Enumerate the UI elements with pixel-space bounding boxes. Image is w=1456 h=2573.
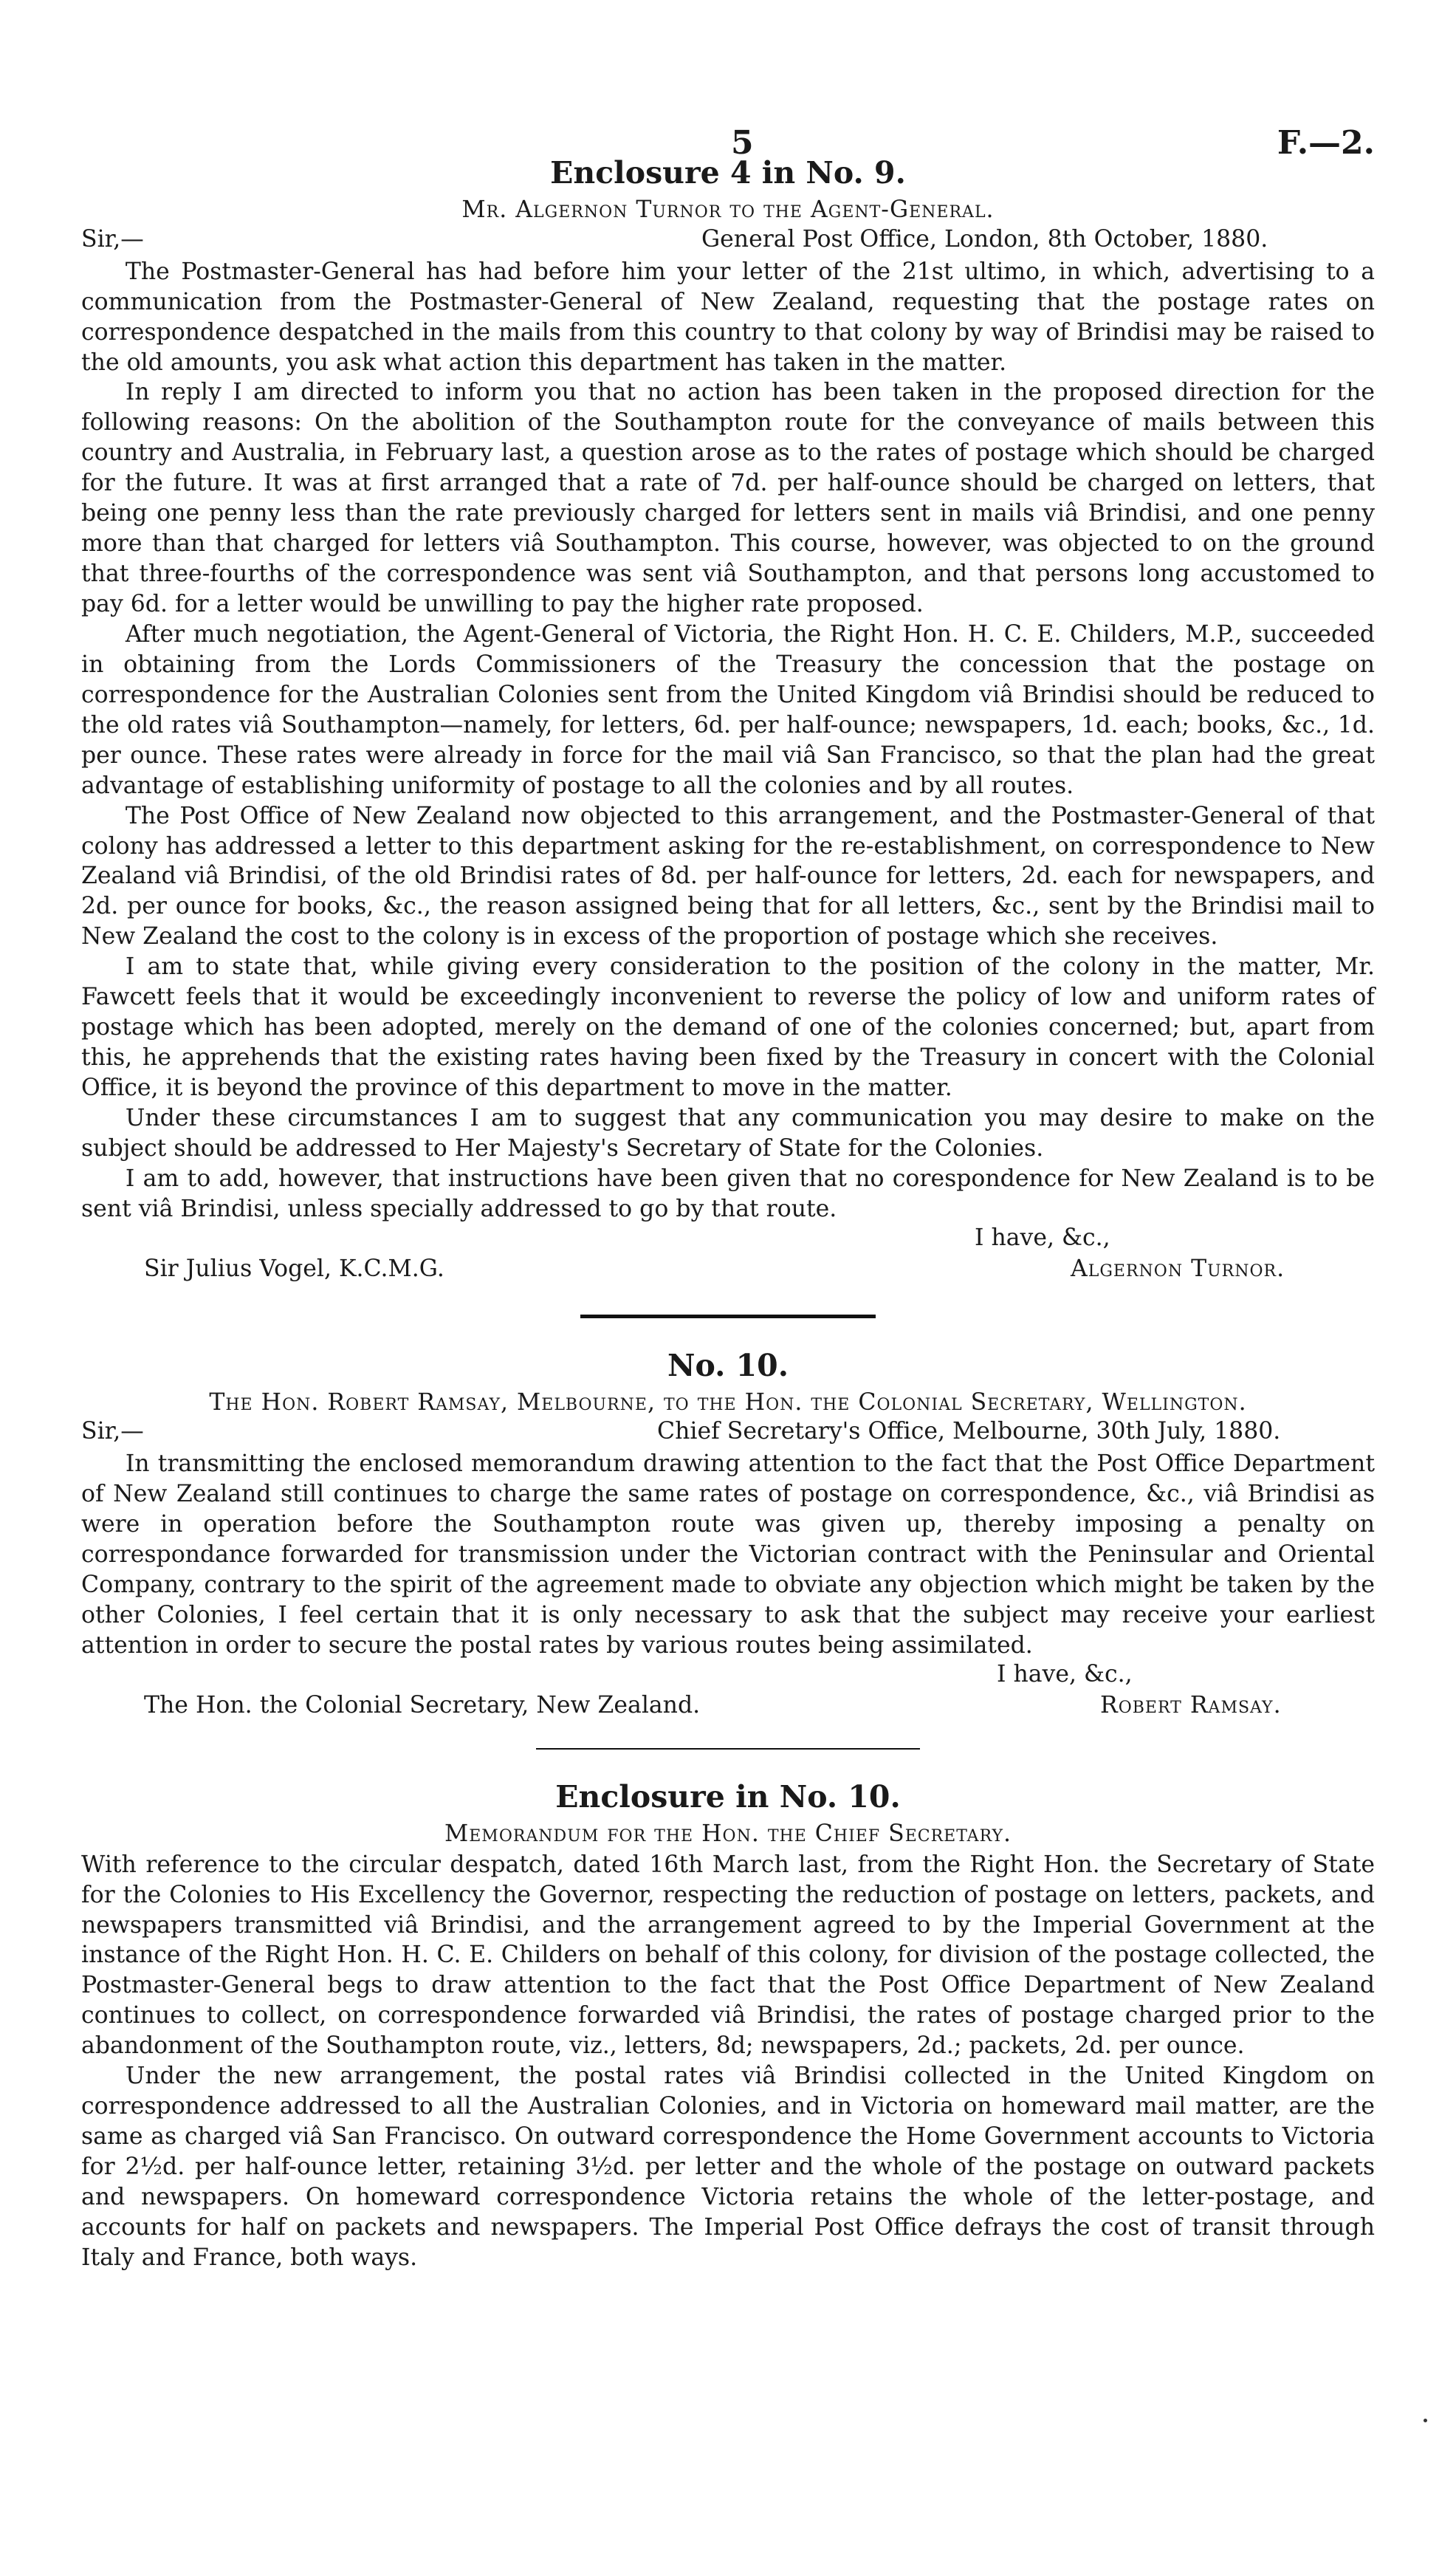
enclosure-4-salutation-row [81, 226, 1375, 257]
closing-row [81, 1661, 1375, 1692]
running-head [81, 0, 1375, 162]
no-10-section [81, 1348, 1375, 1723]
salutation: Sir,— [81, 1418, 144, 1445]
section-divider [580, 1315, 876, 1318]
signature-row [81, 1692, 1375, 1723]
memorandum-title: Memorandum for the Hon. the Chief Secretary. [444, 1820, 1012, 1848]
salutation: Sir,— [81, 225, 144, 253]
no-10-salutation-row [81, 1418, 1375, 1449]
section-divider [536, 1748, 920, 1750]
enclosure-4-from: Mr. Algernon Turnor to the Agent-General. [461, 196, 995, 224]
closing: I have, &c., [997, 1660, 1133, 1688]
margin-dot [1424, 2419, 1427, 2422]
no-10-from: The Hon. Robert Ramsay, Melbourne, to the Hon. the Colonial Secretary, Wellington. [209, 1388, 1247, 1416]
body-paragraph: After much negotiation, the Agent-General of Victoria, the Right Hon. H. C. E. Childers, M.P., succeeded in obtaining from the Lords Commissioners of the Treasury the concession that the postage on correspondence for the Australian Colonies sent from the United Kingdom viâ Brindisi should be reduced to the old rates viâ Southampton—namely, for letters, 6d. per half-ounce; newspapers, 1d. each; books, &c., 1d. per ounce. These rates were already in force for the mail viâ San Francisco, so that the plan had the great advantage of establishing uniformity of postage to all the colonies and by all routes. [81, 620, 1375, 799]
no-10-heading: No. 10. [667, 1347, 789, 1383]
parliamentary-paper-code: F.—2. [1277, 124, 1375, 162]
enclosure-4-section [81, 155, 1375, 1286]
body-paragraph: The Postmaster-General has had before him your letter of the 21st ultimo, in which, advertising to a communication from the Postmaster-General of New Zealand, requesting that the postage rates on correspondence despatched in the mails from this country to that colony by way of Brindisi may be raised to the old amounts, you ask what action this department has taken in the matter. [81, 258, 1375, 376]
sender-address: General Post Office, London, 8th October, 1880. [701, 225, 1268, 253]
signature: Robert Ramsay. [1100, 1691, 1282, 1719]
body-paragraph: Under these circumstances I am to suggest that any communication you may desire to make on the subject should be addressed to Her Majesty's Secretary of State for the Colonies. [81, 1104, 1375, 1162]
body-paragraph: With reference to the circular despatch, dated 16th March last, from the Right Hon. the Secretary of State for the Colonies to His Excellency the Governor, respecting the reduction of postage on letters, packets, and newspapers transmitted viâ Brindisi, and the arrangement agreed to by the Imperial Government at the instance of the Right Hon. H. C. E. Childers on behalf of this colony, for division of the postage collected, the Postmaster-General begs to draw attention to the fact that the Post Office Department of New Zealand continues to collect, on correspondence forwarded viâ Brindisi, the rates of postage charged prior to the abandonment of the Southampton route, viz., letters, 8d; newspapers, 2d.; packets, 2d. per ounce. [81, 1851, 1375, 2060]
body-paragraph: Under the new arrangement, the postal rates viâ Brindisi collected in the United Kingdom on correspondence addressed to all the Australian Colonies, and in Victoria on homeward mail matter, are the same as charged viâ San Francisco. On outward correspondence the Home Government accounts to Victoria for 2½d. per half-ounce letter, retaining 3½d. per letter and the whole of the postage on outward packets and newspapers. On homeward correspondence Victoria retains the whole of the letter-postage, and accounts for half on packets and newspapers. The Imperial Post Office defrays the cost of transit through Italy and France, both ways. [81, 2063, 1375, 2271]
enclosure-10-section [81, 1779, 1375, 2273]
addressee: The Hon. the Colonial Secretary, New Zealand. [144, 1691, 701, 1719]
body-paragraph: In transmitting the enclosed memorandum drawing attention to the fact that the Post Office Department of New Zealand still continues to charge the same rates of postage on correspondence, &c., viâ Brindisi as were in operation before the Southampton route was given up, thereby imposing a penalty on correspondance forwarded for transmission under the Victorian contract with the Peninsular and Oriental Company, contrary to the spirit of the agreement made to obviate any objection which might be taken by the other Colonies, I feel certain that it is only necessary to ask that the subject may receive your earliest attention in order to secure the postal rates by various routes being assimilated. [81, 1450, 1375, 1659]
enclosure-4-heading: Enclosure 4 in No. 9. [550, 155, 906, 191]
enclosure-10-heading: Enclosure in No. 10. [555, 1778, 901, 1815]
body-paragraph: I am to state that, while giving every consideration to the position of the colony in the matter, Mr. Fawcett feels that it would be exceedingly inconvenient to reverse the policy of low and uniform rates of postage which has been adopted, merely on the demand of one of the colonies concerned; but, apart from this, he apprehends that the existing rates having been fixed by the Treasury in concert with the Colonial Office, it is beyond the province of this department to move in the matter. [81, 953, 1375, 1102]
document-page [81, 0, 1375, 2273]
signature-row [81, 1255, 1375, 1286]
addressee: Sir Julius Vogel, K.C.M.G. [144, 1255, 444, 1282]
body-paragraph: In reply I am directed to inform you that no action has been taken in the proposed direction for the following reasons: On the abolition of the Southampton route for the conveyance of mails between this country and Australia, in February last, a question arose as to the rates of postage which should be charged for the future. It was at first arranged that a rate of 7d. per half-ounce should be charged on letters, that being one penny less than the rate previously charged for letters sent in mails viâ Brindisi, and one penny more than that charged for letters viâ Southampton. This course, however, was objected to on the ground that three-fourths of the correspondence was sent viâ Southampton, and that persons long accustomed to pay 6d. for a letter would be unwilling to pay the higher rate proposed. [81, 379, 1375, 618]
body-paragraph: The Post Office of New Zealand now objected to this arrangement, and the Postmaster-General of that colony has addressed a letter to this department asking for the re-establishment, on correspondence to New Zealand viâ Brindisi, of the old Brindisi rates of 8d. per half-ounce for letters, 2d. each for newspapers, and 2d. per ounce for books, &c., the reason assigned being that for all letters, &c., sent by the Brindisi mail to New Zealand the cost to the colony is in excess of the proportion of postage which she receives. [81, 802, 1375, 950]
body-paragraph: I am to add, however, that instructions have been given that no corespondence for New Zealand is to be sent viâ Brindisi, unless specially addressed to go by that route. [81, 1165, 1375, 1222]
page-number: 5 [731, 124, 754, 162]
signature: Algernon Turnor. [1071, 1255, 1285, 1282]
closing-row [81, 1224, 1375, 1255]
closing: I have, &c., [975, 1224, 1110, 1251]
sender-address: Chief Secretary's Office, Melbourne, 30th July, 1880. [657, 1418, 1281, 1445]
